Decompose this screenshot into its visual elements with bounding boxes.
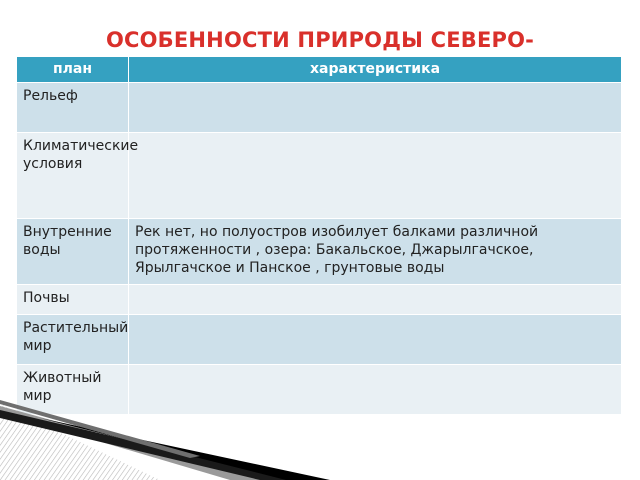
row-desc-cell [129, 315, 622, 365]
row-desc-cell [129, 83, 622, 133]
row-plan-cell: Животный мир [17, 365, 129, 415]
row-plan-cell: Почвы [17, 285, 129, 315]
row-desc-cell [129, 285, 622, 315]
row-plan-cell: Растительный мир [17, 315, 129, 365]
row-plan-cell: Климатические условия [17, 133, 129, 219]
row-desc-cell [129, 133, 622, 219]
table-row [17, 285, 622, 315]
table-row [17, 133, 622, 219]
slide-title: ОСОБЕННОСТИ ПРИРОДЫ СЕВЕРО- [105, 28, 535, 52]
header-plan: план [17, 57, 129, 83]
nature-features-table [16, 56, 622, 415]
header-characteristic: характеристика [129, 57, 622, 83]
table-row [17, 315, 622, 365]
table-row [17, 83, 622, 133]
row-plan-cell: Рельеф [17, 83, 129, 133]
table-row [17, 219, 622, 285]
table-header-row [17, 57, 622, 83]
row-plan-cell: Внутренние воды [17, 219, 129, 285]
row-desc-cell: Рек нет, но полуостров изобилует балками различной протяженности , озера: Бакальское, Джарылгачское, Ярылгачское и Панское , грунтовые воды [129, 219, 622, 285]
decorative-stripes [0, 396, 640, 480]
